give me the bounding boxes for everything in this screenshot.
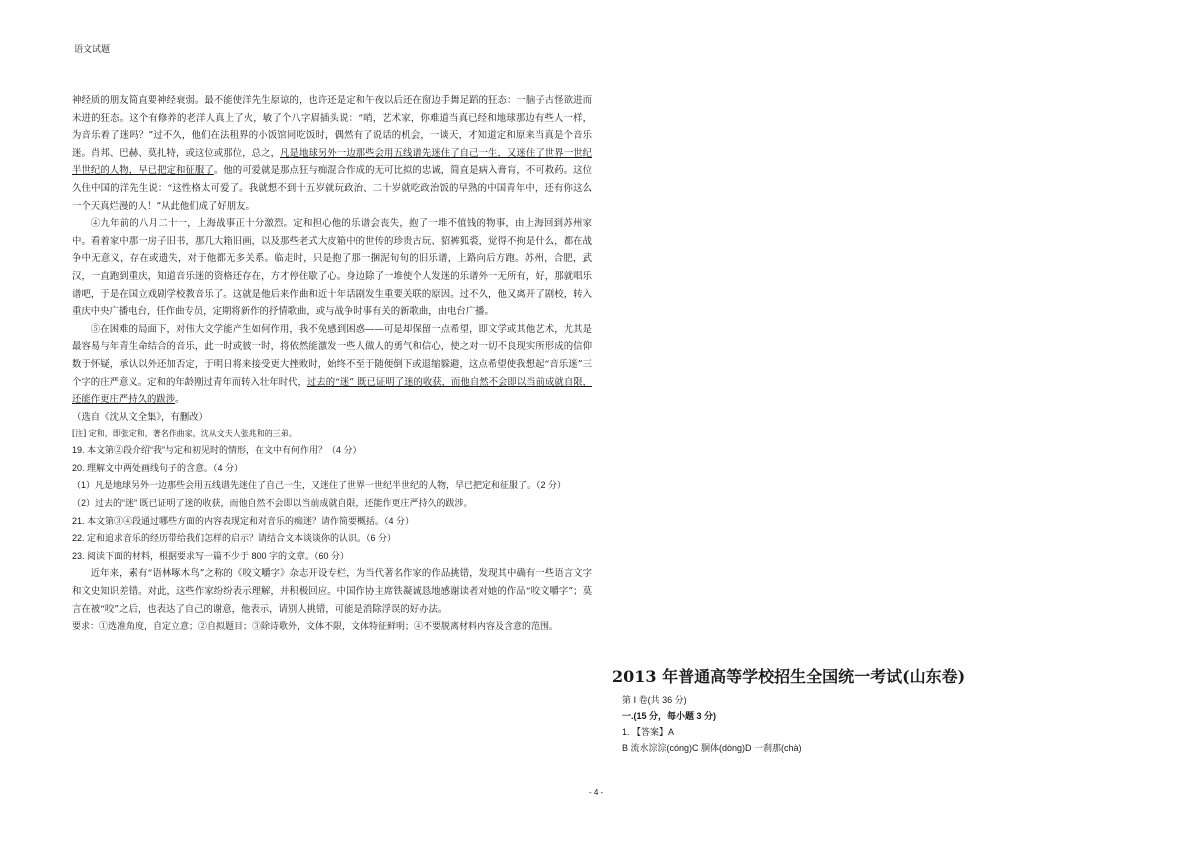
page-number: - 4 - — [589, 788, 604, 797]
question-21: 21. 本文第③④段通过哪些方面的内容表现定和对音乐的痴迷？请作简要概括。（4 分） — [72, 515, 415, 526]
question-19: 19. 本文第②段介绍“我”与定和初见时的情形，在文中有何作用？（4 分） — [72, 445, 362, 456]
question-20-1: （1）凡是地球另外一边那些会用五线谱先迷住了自己一生，又迷住了世界一世纪半世纪的人物，早已把定和征服了。（2 分） — [72, 480, 567, 491]
footnote: [注] 定和，即张定和，著名作曲家，沈从文夫人张兆和的三弟。 — [72, 429, 297, 439]
passage-text: 。 — [175, 394, 185, 406]
passage-text: ⑤在困难的局面下，对伟大文学能产生如何作用，我不免感到困惑——可是却保留一点希望，即文学或其他艺术，尤其是最容易与年青生命结合的音乐，此一时或彼一时，将依然能激发一些人做人的勇气和信心，使之对一切不良现实所形成的信仰数于怀疑，承认以外还加否定，于明日将来接受更大挫败时，始终不至于随便倒下或退缩躲避，这点希望使我想起“音乐迷”三个字的庄严意义。定和的年龄刚过青年而转入壮年时代， — [72, 323, 592, 388]
answer-title: 2013 年普通高等学校招生全国统一考试(山东卷) — [612, 667, 966, 686]
question-22: 22. 定和追求音乐的经历带给我们怎样的启示？请结合文本谈谈你的认识。（6 分） — [72, 533, 397, 544]
question-20: 20. 理解文中两处画线句子的含意。（4 分） — [72, 462, 244, 473]
page-header: 语文试题 — [74, 44, 111, 54]
question-23: 23. 阅读下面的材料，根据要求写一篇不少于 800 字的文章。（60 分） — [72, 550, 350, 561]
passage-paragraph-1 — [72, 92, 592, 215]
essay-requirements: 要求：①选准角度，自定立意；②自拟题目；③除诗歌外，文体不限，文体特征鲜明；④不要脱离材料内容及含意的范围。 — [72, 621, 559, 632]
answer-1-detail: B 流水淙淙(cóng)C 胴体(dòng)D 一刹那(chà) — [622, 743, 802, 753]
passage-paragraph-5 — [72, 321, 592, 409]
essay-material: 近年来，素有“语林啄木鸟”之称的《咬文嚼字》杂志开设专栏，为当代著名作家的作品挑错，发现其中确有一些语言文字和文史知识差错。对此，这些作家纷纷表示理解，并积极回应。中国作协主席铁凝诚恳地感谢读者对她的作品“咬文嚼字”；莫言在被“咬”之后，也表达了自己的谢意，他表示，请别人挑错，可能是消除浮误的好办法。 — [72, 568, 592, 615]
question-20-2: （2）过去的“迷” 既已证明了迷的收获，而他自然不会即以当前成就自限，还能作更庄严持久的跋涉。 — [72, 498, 473, 509]
source-citation: （选自《沈从文全集》，有删改） — [72, 411, 208, 423]
underlined-sentence-2: 过去的“迷” 既已证明了迷的收获，而他自然不会即以当前成就自限，还能作更庄严持久的跋涉 — [72, 376, 592, 406]
left-column — [72, 92, 592, 636]
underlined-sentence-1: 凡是地球另外一边那些会用五线谱先迷住了自己一生，又迷住了世界一世纪半世纪的人物，早已把定和征服了 — [72, 147, 592, 177]
passage-paragraph-4: ④九年前的八月二十一，上海战事正十分激烈。定和担心他的乐谱会丧失，抱了一堆不值钱的物事，由上海回到苏州家中。看着家中那一房子旧书，那几大箱旧画，以及那些老式大皮箱中的世传的珍贵古玩、貂裤狐裘，觉得不拘是什么，都在战争中无意义，存在或遗失，对于他都无多关系。临走时，只是抱了那一捆泥旬旬的旧乐谱，上路向后方跑。苏州，合肥，武汉，一直跑到重庆，知道音乐迷的资格还存在，方才停住歇了心。身边除了一堆使个人发迷的乐谱外一无所有，好，那就唱乐谱吧，于是在国立戏剧学校教音乐了。这就是他后来作曲和近十年话剧发生重要关联的原因。过不久，他又离开了剧校，转入重庆中央广播电台，任作曲专员，定期将新作的抒情歌曲，或与战争时事有关的新歌曲，由电台广播。 — [72, 218, 592, 318]
answer-1: 1. 【答案】A — [622, 727, 675, 737]
answer-part-1: 第 Ⅰ 卷(共 36 分) — [622, 695, 687, 705]
passage-text: 神经质的朋友简直要神经衰弱。最不能使洋先生原谅的，也许还是定和午夜以后还在窗边手舞足蹈的狂态：一脑子古怪欲进而未进的狂态。这个有修养的老洋人真上了火，敏了个八字眉插头说：“哨，艺术家，你难道当真已经和地球那边有些人一样，为音乐着了迷吗？”过不久，他们在法租界的小饭馆同吃饭时，偶然有了说话的机会，一谈天，才知道定和原来当真是个音乐迷。肖邦、巴赫、莫扎特，或这位或那位，总之， — [72, 95, 592, 159]
passage-text: 。他的可爱就是那点狂与痴混合作成的无可比拟的忠诚，简直是病入膏肓，不可救药。这位久住中国的洋先生说：“这性格太可爱了。我就想不到十五岁就玩政治、二十岁就吃政治饭的早熟的中国青年中，还有你这么一个天真烂漫的人！”从此他们成了好朋友。 — [72, 165, 592, 212]
answer-section — [612, 664, 1132, 756]
answer-section-1: 一.(15 分，每小题 3 分) — [622, 711, 717, 721]
